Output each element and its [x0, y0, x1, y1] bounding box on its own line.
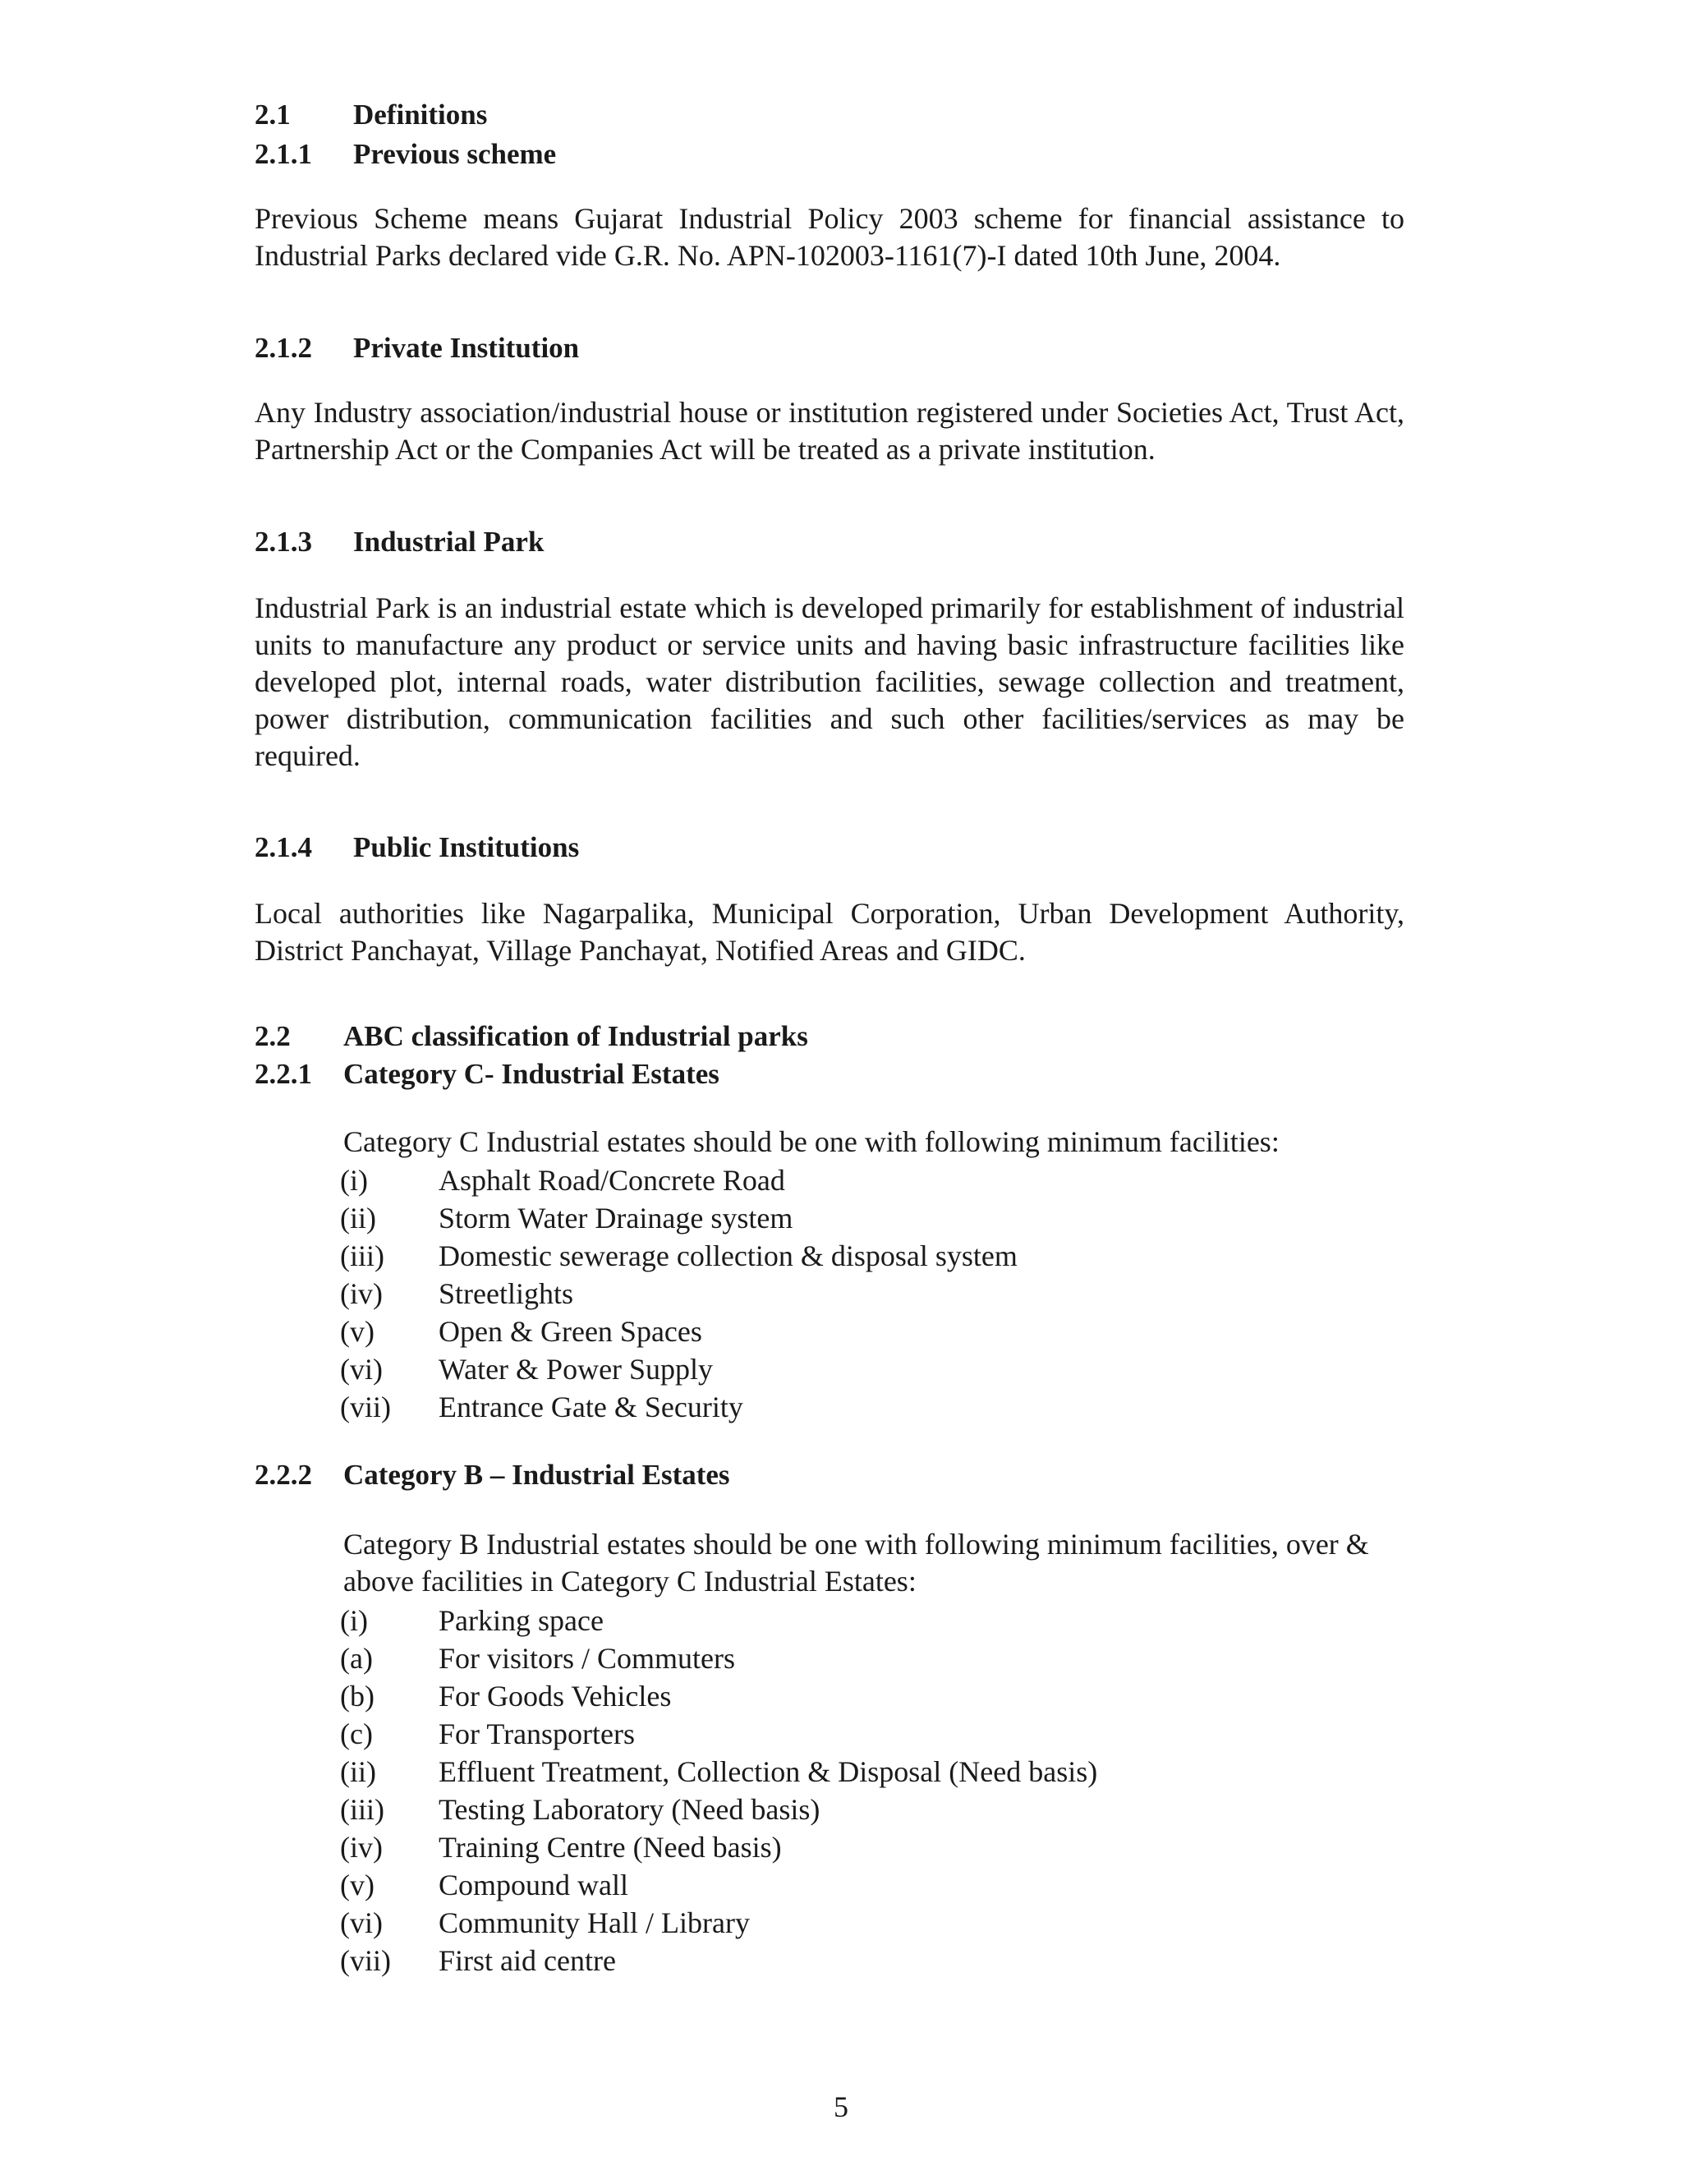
list-marker: (v)	[340, 1315, 375, 1348]
heading-2-2	[255, 1020, 808, 1053]
list-marker: (i)	[340, 1164, 368, 1197]
list-item	[340, 1237, 1018, 1275]
list-item	[340, 1275, 1018, 1313]
list-marker: (iv)	[340, 1831, 383, 1864]
page-number: 5	[834, 2090, 848, 2123]
list-marker: (v)	[340, 1869, 375, 1901]
list-item-text: First aid centre	[439, 1944, 616, 1977]
section-title: Category C- Industrial Estates	[343, 1058, 719, 1090]
heading-2-2-1	[255, 1058, 719, 1091]
paragraph-public-institutions: Local authorities like Nagarpalika, Municipal Corporation, Urban Development Authority, District Panchayat, Village Panchayat, Notified Areas and GIDC.	[255, 897, 1404, 967]
list-item	[340, 1161, 1018, 1199]
list-marker: (ii)	[340, 1202, 376, 1235]
section-title: Public Institutions	[353, 831, 580, 863]
list-item-text: Asphalt Road/Concrete Road	[439, 1164, 785, 1197]
list-marker: (iv)	[340, 1277, 383, 1310]
list-item	[340, 1866, 1097, 1904]
list-marker: (vi)	[340, 1353, 383, 1386]
heading-2-1	[255, 99, 487, 131]
list-item-text: Streetlights	[439, 1277, 573, 1310]
list-marker: (vi)	[340, 1906, 383, 1939]
section-title: Category B – Industrial Estates	[343, 1459, 730, 1491]
list-item-text: Community Hall / Library	[439, 1906, 750, 1939]
list-item	[340, 1313, 1018, 1350]
list-item	[340, 1791, 1097, 1828]
list-item-text: For Transporters	[439, 1717, 636, 1750]
list-item-text: Compound wall	[439, 1869, 628, 1901]
list-item	[340, 1199, 1018, 1237]
section-title: Industrial Park	[353, 526, 545, 558]
list-item-text: Water & Power Supply	[439, 1353, 714, 1386]
heading-2-1-1	[255, 138, 556, 171]
section-number: 2.1.4	[255, 831, 312, 863]
section-number: 2.1	[255, 99, 291, 131]
list-item	[340, 1350, 1018, 1388]
category-b-facilities-list	[340, 1602, 1097, 1979]
list-item	[340, 1828, 1097, 1866]
list-item-text: Testing Laboratory (Need basis)	[439, 1793, 820, 1826]
list-marker: (ii)	[340, 1755, 376, 1788]
section-number: 2.1.1	[255, 138, 312, 170]
list-item-text: Storm Water Drainage system	[439, 1202, 793, 1235]
section-title: Definitions	[353, 99, 488, 131]
paragraph-private-institution: Any Industry association/industrial house or institution registered under Societies Act, Trust Act, Partnership Act or the Companies Act will be treated as a private institution.	[255, 396, 1404, 466]
list-item	[340, 1904, 1097, 1942]
list-item	[340, 1602, 1097, 1639]
heading-2-1-2	[255, 332, 579, 365]
category-c-facilities-list	[340, 1161, 1018, 1426]
list-marker: (c)	[340, 1717, 373, 1750]
list-marker: (i)	[340, 1604, 368, 1637]
list-marker: (iii)	[340, 1793, 384, 1826]
list-marker: (b)	[340, 1680, 375, 1713]
paragraph-industrial-park: Industrial Park is an industrial estate which is developed primarily for establishment of industrial units to manufacture any product or service units and having basic infrastructure facilities like developed plot, internal roads, water distribution facilities, sewage collection and treatment, power distribution, communication facilities and such other facilities/services as may be required.	[255, 591, 1404, 772]
section-title: Private Institution	[353, 332, 580, 364]
section-number: 2.2.2	[255, 1459, 312, 1491]
section-number: 2.2	[255, 1020, 291, 1052]
list-item	[340, 1753, 1097, 1791]
list-item-text: Parking space	[439, 1604, 604, 1637]
paragraph-previous-scheme: Previous Scheme means Gujarat Industrial Policy 2003 scheme for financial assistance to Industrial Parks declared vide G.R. No. APN-102003-1161(7)-I dated 10th June, 2004.	[255, 202, 1404, 272]
list-item-text: Training Centre (Need basis)	[439, 1831, 782, 1864]
heading-2-2-2	[255, 1459, 730, 1492]
list-item	[340, 1942, 1097, 1979]
list-item	[340, 1388, 1018, 1426]
list-marker: (a)	[340, 1642, 373, 1675]
list-item-text: For Goods Vehicles	[439, 1680, 672, 1713]
list-item-text: Effluent Treatment, Collection & Disposal (Need basis)	[439, 1755, 1098, 1788]
list-item	[340, 1639, 1097, 1677]
list-item-text: Domestic sewerage collection & disposal system	[439, 1239, 1018, 1272]
heading-2-1-3	[255, 526, 544, 559]
category-b-intro: Category B Industrial estates should be one with following minimum facilities, over & above facilities in Category C Industrial Estates:	[343, 1528, 1369, 1598]
category-c-intro: Category C Industrial estates should be one with following minimum facilities:	[343, 1125, 1280, 1158]
list-item	[340, 1677, 1097, 1715]
list-item-text: For visitors / Commuters	[439, 1642, 736, 1675]
section-title: ABC classification of Industrial parks	[343, 1020, 808, 1052]
section-number: 2.2.1	[255, 1058, 312, 1090]
list-marker: (vii)	[340, 1944, 391, 1977]
section-number: 2.1.3	[255, 526, 312, 558]
list-item	[340, 1715, 1097, 1753]
list-marker: (vii)	[340, 1391, 391, 1423]
list-marker: (iii)	[340, 1239, 384, 1272]
list-item-text: Open & Green Spaces	[439, 1315, 702, 1348]
section-title: Previous scheme	[353, 138, 557, 170]
heading-2-1-4	[255, 831, 579, 864]
list-item-text: Entrance Gate & Security	[439, 1391, 743, 1423]
section-number: 2.1.2	[255, 332, 312, 364]
